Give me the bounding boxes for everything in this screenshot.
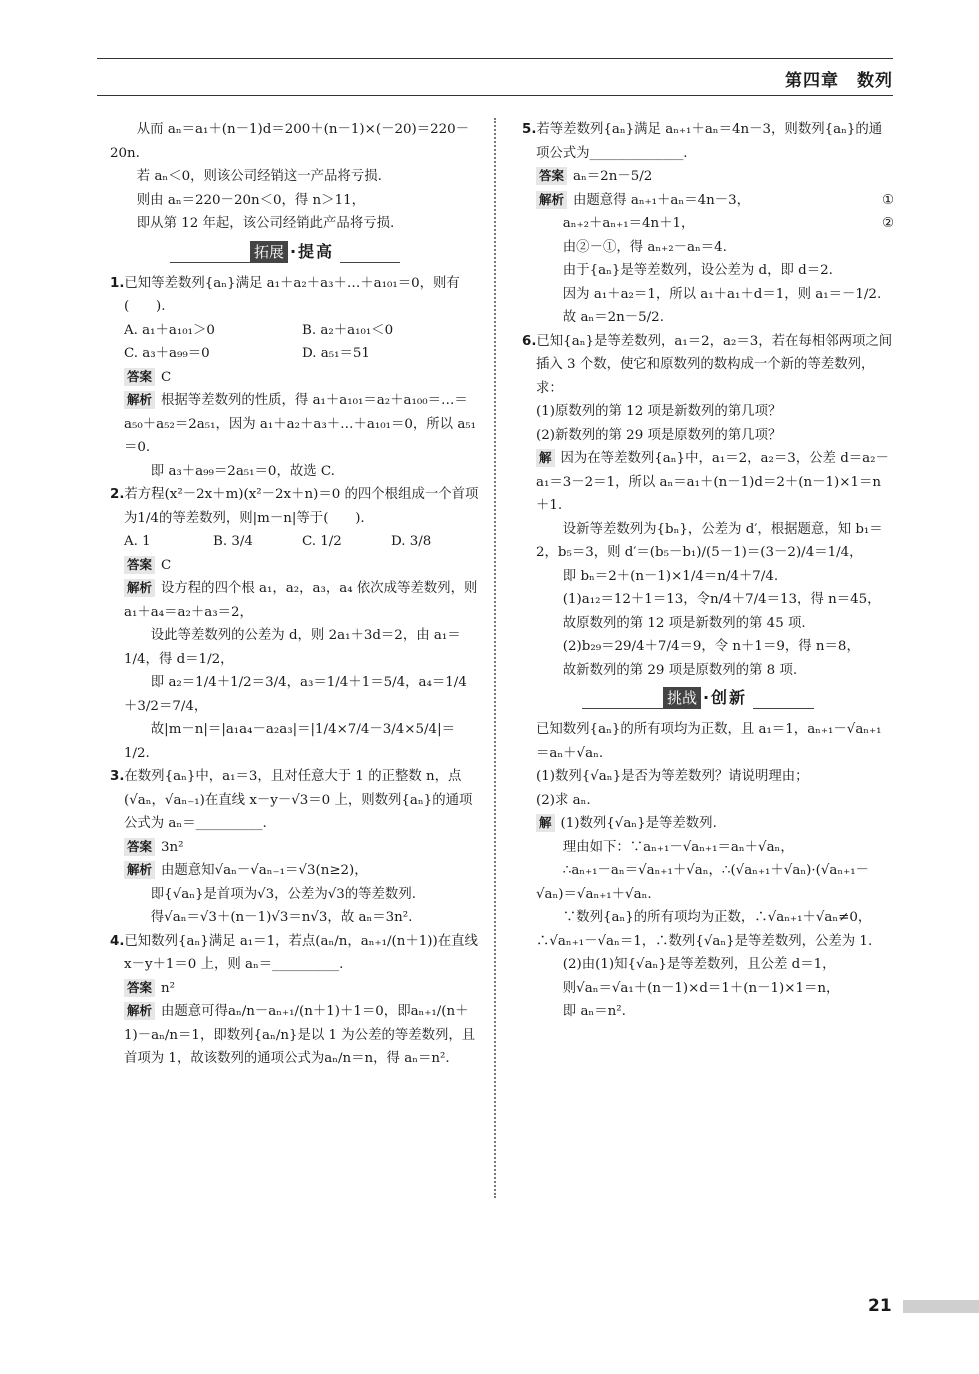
question-stem: 已知数列{aₙ}满足 a₁＝1，若点(aₙ/n，aₙ₊₁/(n＋1))在直线 x－y＋1＝0 上，则 aₙ＝__________.: [124, 933, 478, 972]
question-4: [110, 930, 480, 1071]
solution-text: (1)a₁₂＝12＋1＝13，令n/4＋7/4＝13，得 n＝45，: [562, 592, 881, 607]
option-b: B. 3/4: [213, 534, 253, 549]
solution-text: ∵数列{aₙ}的所有项均为正数，∴√aₙ₊₁＋√aₙ≠0，∴√aₙ₊₁－√aₙ＝1，∴数列{√aₙ}是等差数列，公差为 1.: [536, 910, 873, 949]
right-column: [522, 118, 894, 1024]
question-number: 1.: [110, 275, 125, 291]
answer-value: n²: [161, 980, 176, 996]
analysis-label: 解析: [124, 861, 155, 879]
solution-text: 即 bₙ＝2＋(n－1)×1/4＝n/4＋7/4.: [562, 568, 779, 584]
question-1: [110, 272, 480, 484]
option-d: D. a₅₁＝51: [302, 346, 370, 361]
sub-question: (2)新数列的第 29 项是原数列的第几项？: [536, 427, 782, 443]
question-3: [110, 765, 480, 930]
analysis-text: 因为 a₁＋a₂＝1，所以 a₁＋a₁＋d＝1，则 a₁＝－1/2.: [562, 286, 882, 302]
answer-label: 答案: [124, 979, 155, 997]
question-number: 4.: [110, 933, 125, 949]
header-rule-top: [97, 58, 893, 59]
answer-value: aₙ＝2n－5/2: [573, 169, 653, 184]
analysis-text: 即 a₂＝1/4＋1/2＝3/4，a₃＝1/4＋1＝5/4，a₄＝1/4＋3/2＝7/4，: [124, 675, 467, 714]
analysis-label: 解析: [124, 1002, 155, 1020]
option-a: A. a₁＋a₁₀₁＞0: [124, 322, 215, 338]
solution-text: (1)数列{√aₙ}是等差数列.: [560, 816, 717, 831]
analysis-text: 故|m－n|＝|a₁a₄－a₂a₃|＝|1/4×7/4－3/4×5/4|＝1/2.: [124, 722, 455, 761]
answer-label: 答案: [124, 838, 155, 856]
analysis-text: 由题意可得aₙ/n－aₙ₊₁/(n＋1)＋1＝0，即aₙ₊₁/(n＋1)－aₙ/n＝1，即数列{aₙ/n}是以 1 为公差的等差数列，且首项为 1，故该数列的通项公式为aₙ/n＝n，得 aₙ＝n².: [124, 1004, 476, 1066]
section-box: 挑战: [663, 687, 701, 709]
solution-text: 则√aₙ＝√a₁＋(n－1)×d＝1＋(n－1)×1＝n，: [562, 980, 840, 996]
solution-text: ∴aₙ₊₁－aₙ＝√aₙ₊₁＋√aₙ，∴(√aₙ₊₁＋√aₙ)·(√aₙ₊₁－√aₙ)＝√aₙ₊₁＋√aₙ.: [536, 863, 869, 902]
section-header-extension: [110, 240, 480, 266]
analysis-text: 得√aₙ＝√3＋(n－1)√3＝n√3，故 aₙ＝3n².: [150, 910, 413, 925]
analysis-text: 由题意知√aₙ－√aₙ₋₁＝√3(n≥2)，: [161, 863, 368, 878]
continued-text: 若 aₙ＜0，则该公司经销这一产品将亏损.: [136, 169, 382, 184]
option-c: C. a₃＋a₉₉＝0: [124, 346, 210, 361]
equation-mark: ②: [881, 216, 894, 231]
analysis-text: 设此等差数列的公差为 d，则 2a₁＋3d＝2，由 a₁＝1/4，得 d＝1/2，: [124, 628, 461, 667]
solution-label: 解: [536, 814, 555, 832]
chapter-title: 第四章 数列: [785, 71, 893, 91]
option-c: C. 1/2: [302, 534, 342, 549]
solution-text: 设新等差数列为{bₙ}，公差为 d′，根据题意，知 b₁＝2，b₅＝3，则 d′＝(b₅－b₁)/(5－1)＝(3－2)/4＝1/4，: [536, 521, 883, 560]
solution-text: 因为在等差数列{aₙ}中，a₁＝2，a₂＝3，公差 d＝a₂－a₁＝3－2＝1，所以 aₙ＝a₁＋(n－1)d＝2＋(n－1)×1＝n＋1.: [536, 451, 889, 513]
question-stem: 已知等差数列{aₙ}满足 a₁＋a₂＋a₃＋…＋a₁₀₁＝0，则有( ).: [124, 275, 460, 314]
section-word: ·提高: [288, 240, 340, 264]
question-stem: 在数列{aₙ}中，a₁＝3，且对任意大于 1 的正整数 n，点(√aₙ，√aₙ₋₁)在直线 x－y－√3＝0 上，则数列{aₙ}的通项公式为 aₙ＝__________.: [124, 769, 473, 831]
section-word: ·创新: [701, 686, 753, 710]
continued-text: 则由 aₙ＝220－20n＜0，得 n＞11，: [136, 192, 366, 208]
question-number: 3.: [110, 769, 125, 784]
option-a: A. 1: [124, 534, 151, 549]
option-d: D. 3/8: [391, 534, 432, 549]
answer-label: 答案: [536, 167, 567, 185]
solution-text: 即 aₙ＝n².: [562, 1004, 626, 1019]
question-stem: 已知{aₙ}是等差数列，a₁＝2，a₂＝3，若在每相邻两项之间插入 3 个数，使它和原数列的数构成一个新的等差数列，求：: [536, 333, 893, 396]
question-number: 6.: [522, 333, 537, 349]
question-challenge: [522, 718, 894, 1024]
section-box: 拓展: [250, 241, 288, 263]
solution-text: 理由如下：∵aₙ₊₁－√aₙ₊₁＝aₙ＋√aₙ，: [562, 839, 794, 855]
left-column: [110, 118, 480, 1071]
question-stem: 已知数列{aₙ}的所有项均为正数，且 a₁＝1，aₙ₊₁－√aₙ₊₁＝aₙ＋√aₙ.: [536, 722, 882, 761]
section-header-challenge: [522, 686, 894, 712]
analysis-text: 由②－①，得 aₙ₊₂－aₙ＝4.: [562, 239, 727, 255]
answer-value: C: [161, 369, 172, 385]
answer-label: 答案: [124, 368, 155, 386]
analysis-text: aₙ₊₂＋aₙ₊₁＝4n＋1，: [562, 216, 695, 231]
question-6: [522, 330, 894, 683]
question-stem: 若方程(x²－2x＋m)(x²－2x＋n)＝0 的四个根组成一个首项为1/4的等差数列，则|m－n|等于( ).: [124, 487, 479, 526]
sub-question: (1)数列{√aₙ}是否为等差数列？请说明理由；: [536, 769, 809, 784]
sub-question: (1)原数列的第 12 项是新数列的第几项？: [536, 404, 782, 419]
analysis-label: 解析: [536, 191, 567, 209]
question-2: [110, 483, 480, 765]
column-divider: [494, 118, 496, 1198]
question-stem: 若等差数列{aₙ}满足 aₙ₊₁＋aₙ＝4n－3，则数列{aₙ}的通项公式为______________.: [536, 122, 883, 161]
question-number: 5.: [522, 122, 537, 137]
sub-question: (2)求 aₙ.: [536, 792, 591, 808]
solution-text: 故原数列的第 12 项是新数列的第 45 项.: [562, 615, 806, 631]
footer-bar: [903, 1300, 979, 1313]
analysis-text: 故 aₙ＝2n－5/2.: [562, 310, 664, 325]
continued-text: 从而 aₙ＝a₁＋(n－1)d＝200＋(n－1)×(－20)＝220－20n.: [110, 122, 470, 161]
equation-mark: ①: [881, 192, 894, 208]
solution-label: 解: [536, 449, 555, 467]
options: [110, 319, 480, 366]
question-5: [522, 118, 894, 330]
solution-text: (2)由(1)知{√aₙ}是等差数列，且公差 d＝1，: [562, 957, 836, 972]
analysis-text: 根据等差数列的性质，得 a₁＋a₁₀₁＝a₂＋a₁₀₀＝…＝a₅₀＋a₅₂＝2a₅₁，因为 a₁＋a₂＋a₃＋…＋a₁₀₁＝0，所以 a₅₁＝0.: [124, 393, 477, 455]
analysis-label: 解析: [124, 579, 155, 597]
question-number: 2.: [110, 487, 125, 502]
answer-label: 答案: [124, 556, 155, 574]
answer-value: C: [161, 557, 172, 573]
header-rule-bottom: [97, 95, 893, 96]
solution-text: 故新数列的第 29 项是原数列的第 8 项.: [562, 662, 798, 678]
analysis-text: 由题意得 aₙ₊₁＋aₙ＝4n－3，: [573, 192, 751, 208]
analysis-text: 即 a₃＋a₉₉＝2a₅₁＝0，故选 C.: [150, 463, 335, 479]
analysis-label: 解析: [124, 391, 155, 409]
analysis-text: 由于{aₙ}是等差数列，设公差为 d，即 d＝2.: [562, 263, 833, 278]
analysis-text: 即{√aₙ}是首项为√3，公差为√3的等差数列.: [150, 886, 416, 902]
options: [110, 530, 480, 554]
analysis-text: 设方程的四个根 a₁，a₂，a₃，a₄ 依次成等差数列，则 a₁＋a₄＝a₂＋a₃＝2，: [124, 581, 478, 620]
continued-text: 即从第 12 年起，该公司经销此产品将亏损.: [136, 216, 395, 231]
option-b: B. a₂＋a₁₀₁＜0: [302, 322, 394, 338]
answer-value: 3n²: [161, 839, 184, 855]
page-number: 21: [868, 1296, 892, 1316]
solution-text: (2)b₂₉＝29/4＋7/4＝9，令 n＋1＝9，得 n＝8，: [562, 639, 860, 654]
